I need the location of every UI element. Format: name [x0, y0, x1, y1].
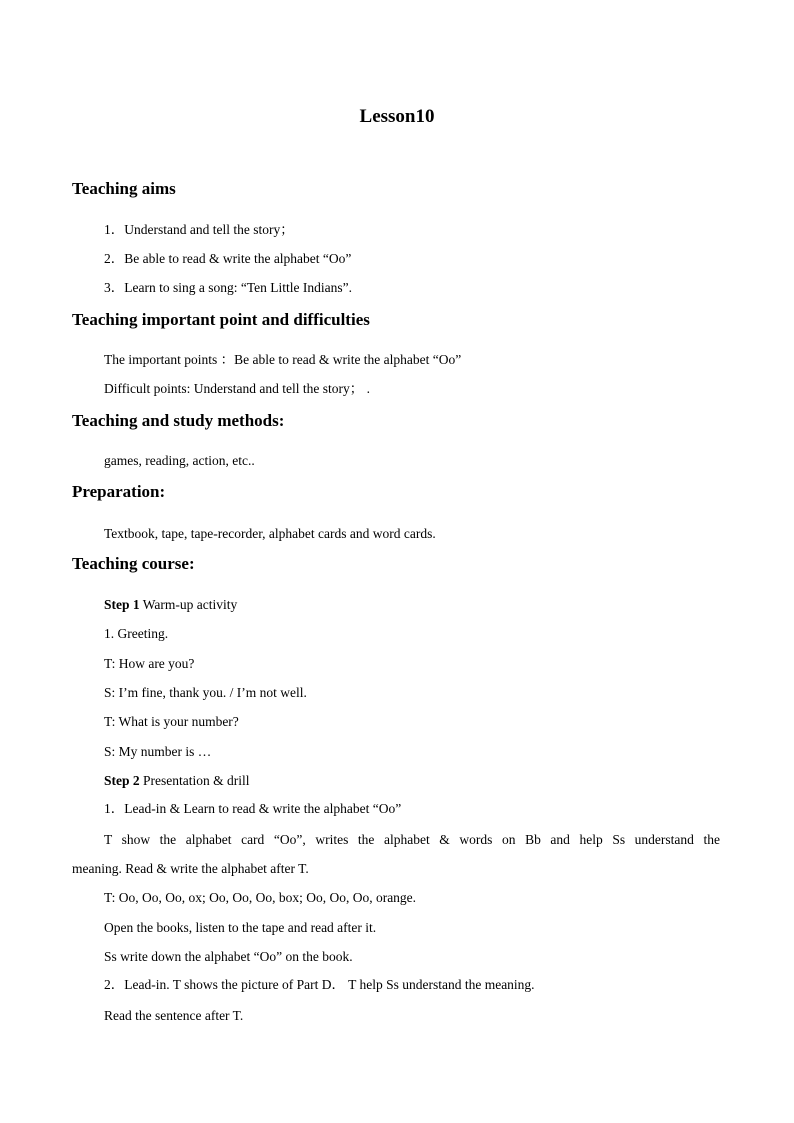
drill-line: T: Oo, Oo, Oo, ox; Oo, Oo, Oo, box; Oo, Oo, Oo, orange. — [104, 890, 417, 905]
leadin-2: 2．Lead-in. T shows the picture of Part D． T help Ss understand the meaning. — [104, 977, 535, 992]
methods-text: games, reading, action, etc.. — [104, 453, 255, 468]
page-title: Lesson10 — [359, 106, 435, 127]
step1-line — [104, 596, 237, 614]
difficult-points-text: Difficult points: Understand and tell the story； . — [104, 381, 370, 396]
preparation-text: Textbook, tape, tape-recorder, alphabet cards and word cards. — [104, 526, 436, 541]
dialog-s1: S: I’m fine, thank you. / I’m not well. — [104, 685, 307, 700]
ss-write-line: Ss write down the alphabet “Oo” on the book. — [104, 949, 353, 964]
step2-title: Presentation & drill — [139, 773, 250, 788]
dialog-s2: S: My number is … — [104, 744, 212, 759]
heading-important-points: Teaching important point and difficulties — [72, 310, 370, 329]
heading-methods: Teaching and study methods: — [72, 411, 285, 430]
show-card-line-2: meaning. Read & write the alphabet after T. — [72, 861, 309, 876]
heading-teaching-course: Teaching course: — [72, 554, 195, 573]
open-books-line: Open the books, listen to the tape and read after it. — [104, 920, 377, 935]
step2-line — [104, 772, 250, 790]
step1-label: Step 1 — [104, 597, 140, 612]
aim-item-3: 3．Learn to sing a song: “Ten Little Indians”. — [104, 280, 352, 295]
dialog-t1: T: How are you? — [104, 656, 195, 671]
heading-preparation: Preparation: — [72, 482, 166, 501]
aim-item-2: 2．Be able to read & write the alphabet “Oo” — [104, 251, 352, 266]
step1-title: Warm-up activity — [139, 597, 238, 612]
greeting-line: 1. Greeting. — [104, 626, 169, 641]
dialog-t2: T: What is your number? — [104, 714, 239, 729]
leadin-1: 1．Lead-in & Learn to read & write the alphabet “Oo” — [104, 801, 402, 816]
show-card-line-1: T show the alphabet card “Oo”, writes the alphabet & words on Bb and help Ss understand the — [104, 832, 720, 847]
read-sentence-line: Read the sentence after T. — [104, 1008, 244, 1023]
step2-label: Step 2 — [104, 773, 140, 788]
heading-teaching-aims: Teaching aims — [72, 179, 176, 198]
important-points-text: The important points ：Be able to read & write the alphabet “Oo” — [104, 352, 462, 367]
aim-item-1: 1．Understand and tell the story； — [104, 222, 294, 237]
